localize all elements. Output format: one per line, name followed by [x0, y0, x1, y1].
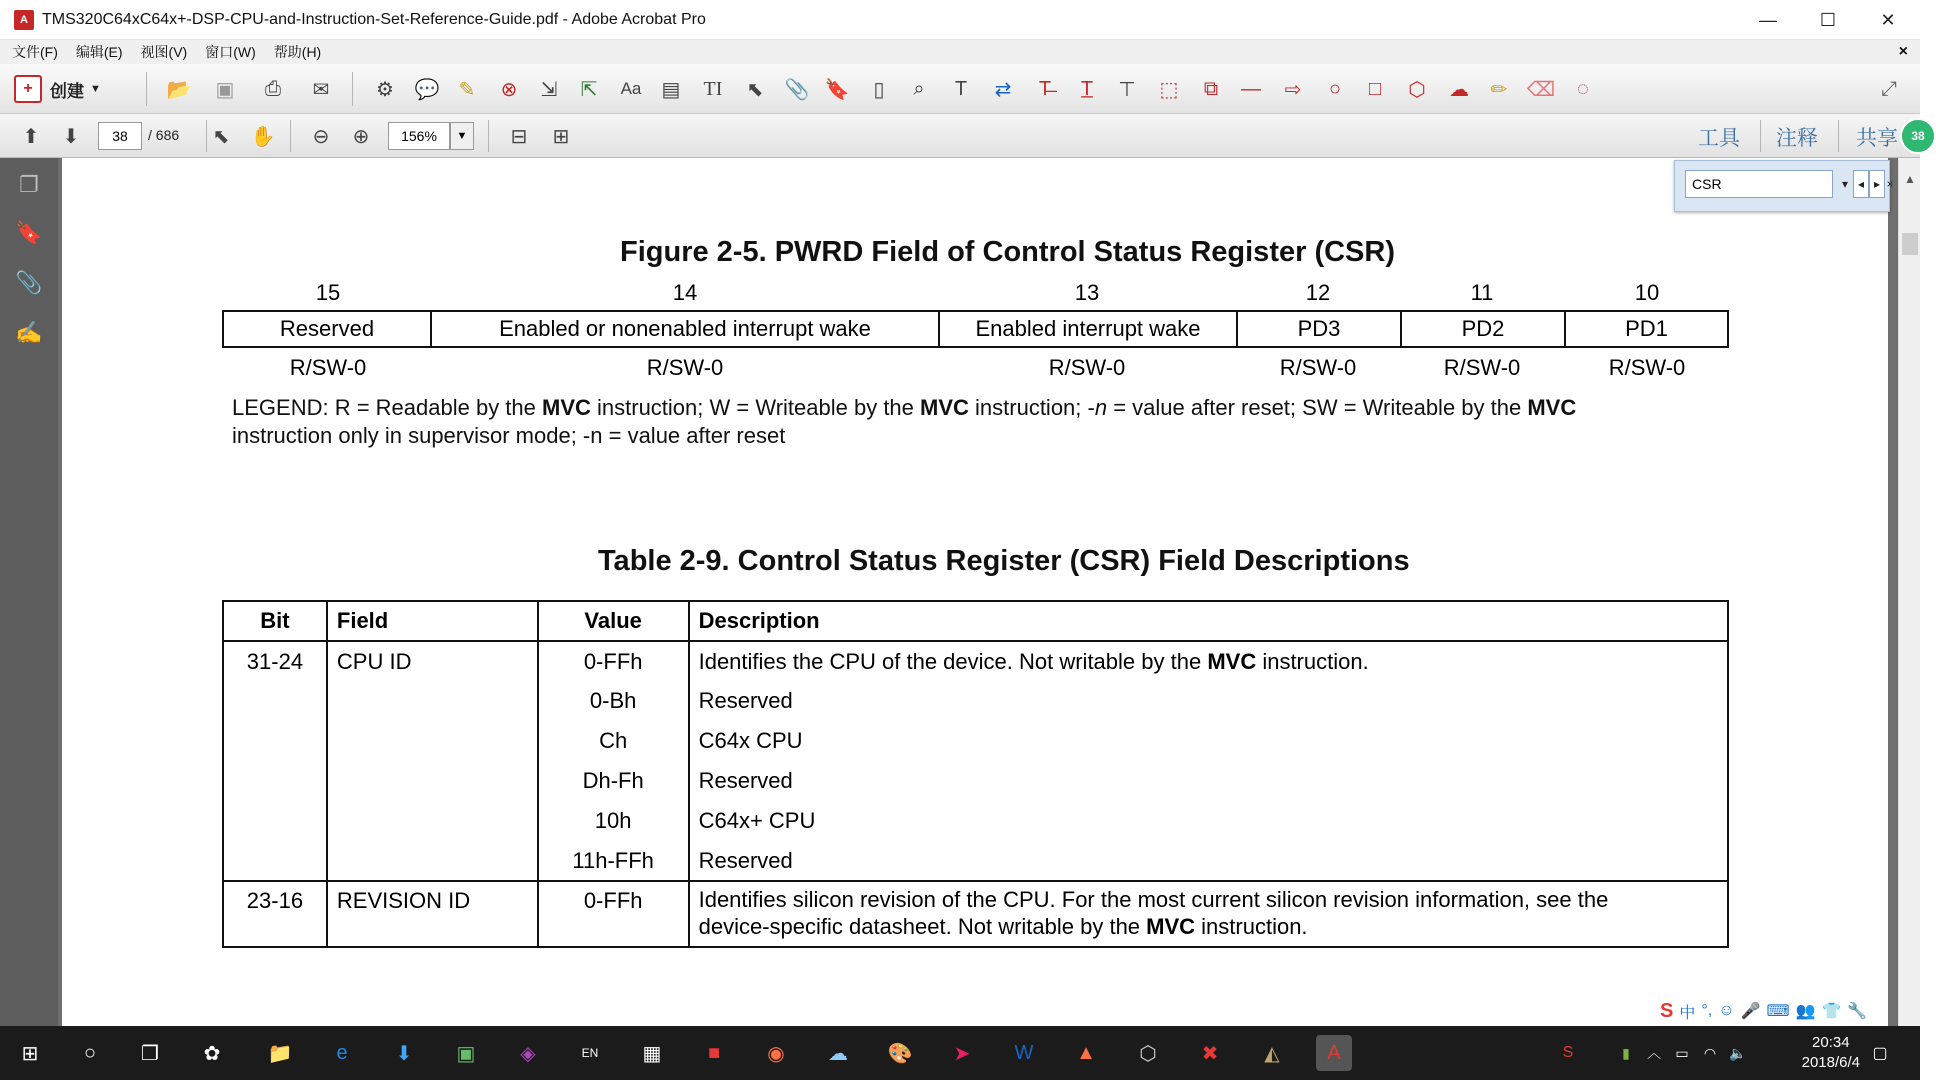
bit-number: 11: [1470, 280, 1494, 305]
find-options-icon[interactable]: ▾: [1841, 177, 1849, 191]
app-icon[interactable]: ◉: [767, 1042, 785, 1065]
scroll-up-icon[interactable]: ▲: [1904, 172, 1916, 186]
insert-page-icon[interactable]: ⇱: [580, 78, 598, 101]
pencil-tool-icon[interactable]: ✏: [1490, 78, 1508, 101]
description-cell: C64x+ CPU: [689, 801, 1728, 841]
signatures-icon[interactable]: ✍: [15, 320, 43, 345]
ime-toolbar: [1660, 996, 1867, 1026]
select-object-icon[interactable]: ⬉: [746, 78, 764, 101]
acrobat-icon: A: [14, 10, 34, 30]
chevron-up-icon[interactable]: ︿: [1647, 1045, 1661, 1061]
app-icon[interactable]: ✖: [1201, 1042, 1219, 1065]
bit-number: 13: [1074, 280, 1100, 305]
value-cell: 0-FFh: [538, 641, 689, 681]
description-cell: Identifies the CPU of the device. Not writable by the MVC instruction.: [689, 641, 1728, 681]
access-type: R/SW-0: [1048, 355, 1126, 380]
value-cell: Ch: [538, 721, 689, 761]
app-icon[interactable]: ◈: [520, 1042, 536, 1065]
tools-icon[interactable]: 🔧: [1847, 1003, 1868, 1020]
register-field: PD2: [1402, 312, 1566, 346]
register-field: Reserved: [224, 312, 432, 346]
register-field: PD1: [1625, 316, 1668, 341]
description-cell: Reserved: [689, 841, 1728, 881]
table-row: [223, 801, 1728, 841]
keyboard-icon[interactable]: ⌨: [1766, 1003, 1790, 1020]
main-toolbar: [0, 64, 1920, 114]
battery-icon[interactable]: ▮: [1622, 1044, 1630, 1061]
comment-icon[interactable]: 💬: [414, 78, 440, 101]
register-field: Enabled or nonenabled interrupt wake: [432, 312, 940, 346]
menu-edit[interactable]: 编辑(E): [75, 44, 123, 60]
separator: [1838, 120, 1839, 152]
hand-tool-icon[interactable]: ✋: [250, 125, 276, 148]
access-type: R/SW-0: [1608, 355, 1686, 380]
vertical-scrollbar[interactable]: [1898, 158, 1920, 1026]
field-description-table: [222, 600, 1729, 948]
font-size-icon[interactable]: Aa: [620, 79, 642, 98]
separator: [352, 72, 353, 106]
cloud-icon[interactable]: ☁: [828, 1042, 848, 1065]
voice-icon[interactable]: 🎤: [1740, 1003, 1761, 1020]
value-cell: 10h: [538, 801, 689, 841]
separator: [1760, 120, 1761, 152]
description-cell: C64x CPU: [689, 721, 1728, 761]
find-close-icon[interactable]: ×: [1886, 177, 1894, 191]
language-icon[interactable]: EN: [581, 1046, 599, 1060]
chevron-down-icon: ▼: [90, 83, 101, 95]
attachments-icon[interactable]: 📎: [15, 270, 43, 295]
bit-cell: 31-24: [223, 641, 327, 681]
ime-mode-icon[interactable]: 中: [1679, 1004, 1696, 1022]
volume-icon[interactable]: 🔈: [1729, 1044, 1747, 1061]
value-cell: 0-FFh: [538, 881, 689, 947]
column-header: Field: [327, 601, 538, 641]
page-icon[interactable]: ▯: [873, 78, 885, 101]
oval-tool-icon[interactable]: ○: [1328, 77, 1342, 100]
description-cell: Identifies silicon revision of the CPU. For the most current silicon revision information, see the device-specific datasheet. Not writable by the MVC instruction.: [689, 881, 1728, 947]
bookmark-icon[interactable]: 🔖: [824, 78, 850, 101]
find-next-icon[interactable]: ▸: [1869, 170, 1885, 198]
text-format-icon[interactable]: T: [954, 77, 968, 100]
table-title: Table 2-9. Control Status Register (CSR) Field Descriptions: [598, 545, 1410, 577]
word-icon[interactable]: W: [1014, 1041, 1034, 1064]
find-previous-icon[interactable]: ◂: [1853, 170, 1869, 198]
emoji-icon[interactable]: ☺: [1718, 1002, 1735, 1019]
close-document-button[interactable]: ×: [1898, 43, 1908, 60]
column-header: Description: [689, 601, 1728, 641]
print-icon[interactable]: ⎙: [265, 77, 281, 100]
save-icon[interactable]: ▣: [215, 78, 235, 101]
zoom-input[interactable]: 156%: [388, 122, 450, 150]
title-bar: [0, 0, 1920, 40]
page-total: / 686: [148, 127, 180, 143]
description-cell: Reserved: [689, 761, 1728, 801]
table-row: [223, 721, 1728, 761]
rectangle-tool-icon[interactable]: □: [1368, 77, 1382, 100]
maximize-button[interactable]: ☐: [1819, 9, 1837, 30]
matlab-icon[interactable]: ▲: [1076, 1041, 1096, 1064]
open-folder-icon[interactable]: 📂: [166, 78, 192, 101]
field-cell: REVISION ID: [327, 881, 538, 947]
sogou-ime-icon[interactable]: S: [1660, 999, 1674, 1022]
notification-icon[interactable]: ▢: [1872, 1045, 1888, 1062]
value-cell: 11h-FFh: [538, 841, 689, 881]
export-page-icon[interactable]: ⇲: [540, 78, 558, 101]
register-field: PD3: [1238, 312, 1402, 346]
bit-number: 14: [672, 280, 698, 305]
next-page-icon[interactable]: ⬇: [62, 125, 80, 148]
field-cell: CPU ID: [327, 641, 538, 681]
register-field: Enabled interrupt wake: [940, 312, 1238, 346]
text-box-icon[interactable]: ▤: [661, 78, 681, 101]
create-button[interactable]: [14, 73, 101, 105]
column-header: Value: [538, 601, 689, 641]
email-icon[interactable]: ✉: [312, 78, 330, 101]
strikethrough-icon[interactable]: T̶: [1038, 77, 1052, 100]
app-icon[interactable]: ■: [707, 1041, 721, 1064]
sogou-tray-icon[interactable]: S: [1562, 1044, 1574, 1061]
paint-icon[interactable]: 🎨: [887, 1042, 913, 1065]
edge-icon[interactable]: e: [336, 1041, 348, 1064]
text-callout-icon[interactable]: ⊤: [1118, 78, 1136, 101]
table-row: [223, 881, 1728, 947]
power-icon[interactable]: ▭: [1675, 1044, 1689, 1061]
file-explorer-icon[interactable]: 📁: [267, 1042, 293, 1065]
separator: [488, 120, 489, 152]
text-box-tool-icon[interactable]: ⬚: [1159, 78, 1179, 101]
notification-badge[interactable]: 38: [1900, 118, 1936, 154]
wifi-icon[interactable]: ◠: [1703, 1044, 1717, 1061]
zoom-out-icon[interactable]: ⊖: [312, 125, 330, 148]
page-thumbnails-icon[interactable]: ❐: [19, 172, 39, 197]
figure-legend: LEGEND: R = Readable by the MVC instruction; W = Writeable by the MVC instruction; -n = value after reset; SW = Writeable by the MVC instruction only in supervisor mode; -n = value after reset: [232, 395, 1577, 448]
cloud-tool-icon[interactable]: ☁: [1449, 78, 1469, 101]
attach-icon[interactable]: 📎: [784, 78, 810, 101]
access-type: R/SW-0: [1443, 355, 1521, 380]
edit-text-icon[interactable]: TI: [703, 77, 723, 100]
replace-text-icon[interactable]: ⇄: [994, 78, 1012, 101]
select-tool-icon[interactable]: ⬉: [212, 125, 230, 148]
taskbar: [0, 1026, 1920, 1080]
table-row: [223, 761, 1728, 801]
arrow-tool-icon[interactable]: ⇨: [1284, 78, 1302, 101]
zoom-in-icon[interactable]: ⊕: [352, 125, 370, 148]
callout-icon[interactable]: ⧉: [1203, 77, 1219, 100]
bit-cell: 23-16: [223, 881, 327, 947]
separator: [146, 72, 147, 106]
app-icon[interactable]: ▣: [456, 1042, 476, 1065]
scrollbar-thumb[interactable]: [1902, 233, 1918, 255]
value-cell: 0-Bh: [538, 681, 689, 721]
column-header: Bit: [223, 601, 327, 641]
minimize-button[interactable]: —: [1759, 9, 1777, 30]
menu-help[interactable]: 帮助(H): [273, 44, 322, 60]
skin-icon[interactable]: 👕: [1821, 1003, 1842, 1020]
bit-number: 10: [1634, 280, 1660, 305]
settings-icon[interactable]: ⚙: [376, 78, 394, 101]
polygon-tool-icon[interactable]: ⬡: [1408, 78, 1426, 101]
bookmarks-icon[interactable]: 🔖: [15, 220, 43, 245]
cloud-shape-icon[interactable]: ◌: [1577, 77, 1589, 100]
access-type: R/SW-0: [646, 355, 724, 380]
app-icon[interactable]: ✿: [203, 1042, 221, 1065]
table-header-row: [223, 601, 1728, 641]
highlight-note-icon[interactable]: ✎: [458, 78, 476, 101]
user-icon[interactable]: 👥: [1795, 1003, 1816, 1020]
search-icon[interactable]: ○: [83, 1041, 97, 1064]
line-tool-icon[interactable]: —: [1241, 77, 1261, 100]
fit-page-icon[interactable]: ⊟: [510, 125, 528, 148]
bit-number: 15: [315, 280, 341, 305]
start-icon[interactable]: ⊞: [21, 1042, 39, 1065]
clock[interactable]: 20:34 2018/6/4: [1801, 1034, 1860, 1071]
app-icon[interactable]: ⬇: [395, 1042, 413, 1065]
page-number-input[interactable]: 38: [98, 122, 142, 150]
window-title: TMS320C64xC64x+-DSP-CPU-and-Instruction-Set-Reference-Guide.pdf - Adobe Acrobat Pro: [42, 10, 706, 28]
page-search-icon[interactable]: ⌕: [913, 77, 925, 100]
access-type: R/SW-0: [289, 355, 367, 380]
close-button[interactable]: ✕: [1880, 9, 1896, 30]
create-label: 创建: [50, 81, 84, 101]
figure-title: Figure 2-5. PWRD Field of Control Status Register (CSR): [620, 236, 1395, 268]
bit-number: 12: [1305, 280, 1331, 305]
app-icon[interactable]: ➤: [953, 1042, 971, 1065]
description-cell: Reserved: [689, 681, 1728, 721]
task-view-icon[interactable]: ❐: [141, 1042, 159, 1065]
menu-bar: [0, 40, 1920, 64]
punctuation-icon[interactable]: °,: [1701, 1002, 1713, 1019]
previous-page-icon[interactable]: ⬆: [22, 125, 40, 148]
calculator-icon[interactable]: ▦: [642, 1042, 662, 1065]
comment-pane-link[interactable]: 注释: [1776, 127, 1818, 150]
fit-width-icon[interactable]: ⊞: [552, 125, 570, 148]
eraser-tool-icon[interactable]: ⌫: [1526, 78, 1556, 101]
delete-page-icon[interactable]: ⊗: [500, 78, 518, 101]
app-icon[interactable]: ◭: [1264, 1042, 1280, 1065]
fullscreen-icon[interactable]: ⤢: [1881, 77, 1897, 100]
find-toolbar: [1674, 160, 1894, 212]
app-icon[interactable]: ⬡: [1139, 1042, 1157, 1065]
menu-file[interactable]: 文件(F): [12, 44, 58, 60]
share-pane-link[interactable]: 共享: [1856, 127, 1898, 150]
create-icon: +: [14, 75, 42, 103]
access-type: R/SW-0: [1279, 355, 1357, 380]
table-row: [223, 841, 1728, 881]
menu-window[interactable]: 窗口(W): [205, 44, 256, 60]
navigation-toolbar: [0, 114, 1920, 158]
separator: [290, 120, 291, 152]
value-cell: Dh-Fh: [538, 761, 689, 801]
table-row: [223, 641, 1728, 681]
underline-icon[interactable]: T̲: [1080, 77, 1094, 100]
register-field-row: [222, 310, 1729, 348]
table-row: [223, 681, 1728, 721]
menu-view[interactable]: 视图(V): [140, 44, 188, 60]
navigation-pane: [0, 158, 58, 1026]
acrobat-taskbar-icon[interactable]: A: [1316, 1035, 1352, 1071]
find-input[interactable]: CSR: [1685, 170, 1833, 198]
zoom-dropdown-icon[interactable]: ▼: [450, 122, 474, 150]
tools-pane-link[interactable]: 工具: [1698, 127, 1740, 150]
